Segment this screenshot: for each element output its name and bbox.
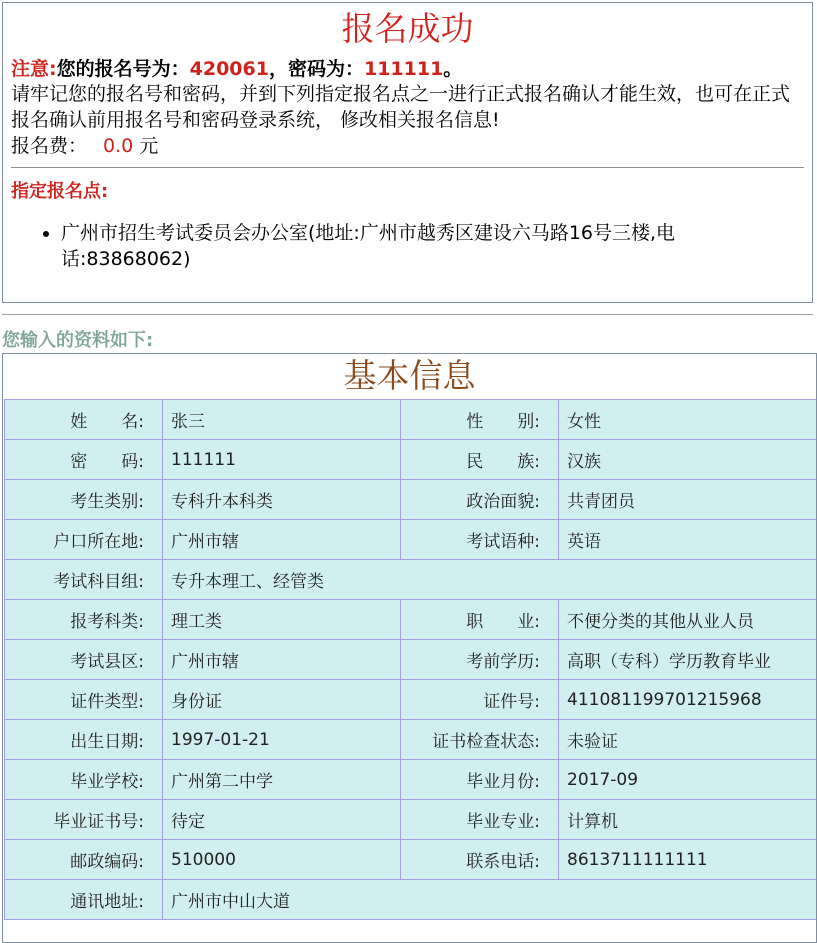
success-title: 报名成功 bbox=[341, 9, 474, 48]
basic-info-panel bbox=[2, 353, 817, 943]
notice-line bbox=[3, 57, 812, 81]
table-row bbox=[5, 680, 817, 720]
registration-success-panel bbox=[2, 2, 813, 303]
field-value: 身份证 bbox=[163, 680, 401, 720]
password-value: 111111 bbox=[363, 58, 444, 80]
designated-points-title: 指定报名点: bbox=[11, 181, 109, 202]
field-value: 广州第二中学 bbox=[163, 760, 401, 800]
table-row bbox=[5, 720, 817, 760]
field-value: 510000 bbox=[163, 840, 401, 880]
notice-prefix: 注意: bbox=[11, 58, 57, 80]
field-label: 联系电话: bbox=[401, 840, 559, 880]
table-row bbox=[5, 760, 817, 800]
field-label: 证书检查状态: bbox=[401, 720, 559, 760]
field-value: 女性 bbox=[559, 400, 817, 440]
table-row bbox=[5, 600, 817, 640]
field-label: 通讯地址: bbox=[5, 880, 163, 920]
table-row bbox=[5, 480, 817, 520]
password-label: ，密码为： bbox=[268, 58, 364, 80]
field-label: 民 族: bbox=[401, 440, 559, 480]
basic-info-title: 基本信息 bbox=[343, 356, 476, 395]
table-row bbox=[5, 640, 817, 680]
table-row bbox=[5, 880, 817, 920]
field-value: 待定 bbox=[163, 800, 401, 840]
field-value: 8613711111111 bbox=[559, 840, 817, 880]
fee-line bbox=[3, 133, 812, 159]
field-value: 不便分类的其他从业人员 bbox=[559, 600, 817, 640]
field-label: 政治面貌: bbox=[401, 480, 559, 520]
field-label: 毕业专业: bbox=[401, 800, 559, 840]
field-label: 密 码: bbox=[5, 440, 163, 480]
field-label: 考生类别: bbox=[5, 480, 163, 520]
field-label: 考试语种: bbox=[401, 520, 559, 560]
field-value: 广州市辖 bbox=[163, 520, 401, 560]
page-divider bbox=[2, 314, 813, 315]
field-label: 毕业学校: bbox=[5, 760, 163, 800]
fee-unit: 元 bbox=[139, 135, 159, 157]
field-value: 张三 bbox=[163, 400, 401, 440]
field-label: 邮政编码: bbox=[5, 840, 163, 880]
notice-end: 。 bbox=[443, 58, 463, 80]
reg-no-label: 您的报名号为： bbox=[56, 58, 190, 80]
field-value: 共青团员 bbox=[559, 480, 817, 520]
field-value: 英语 bbox=[559, 520, 817, 560]
field-label: 毕业证书号: bbox=[5, 800, 163, 840]
divider bbox=[11, 167, 804, 168]
field-label: 证件类型: bbox=[5, 680, 163, 720]
field-value: 411081199701215968 bbox=[559, 680, 817, 720]
field-label: 出生日期: bbox=[5, 720, 163, 760]
field-value: 理工类 bbox=[163, 600, 401, 640]
field-label: 报考科类: bbox=[5, 600, 163, 640]
table-row bbox=[5, 840, 817, 880]
remember-notice: 请牢记您的报名号和密码，并到下列指定报名点之一进行正式报名确认才能生效，也可在正式报名确认前用报名号和密码登录系统， 修改相关报名信息! bbox=[11, 83, 791, 131]
table-row bbox=[5, 440, 817, 480]
reg-no-value: 420061 bbox=[189, 58, 269, 80]
field-value: 111111 bbox=[163, 440, 401, 480]
field-label: 毕业月份: bbox=[401, 760, 559, 800]
field-label: 姓 名: bbox=[5, 400, 163, 440]
field-value: 广州市辖 bbox=[163, 640, 401, 680]
field-value: 广州市中山大道 bbox=[163, 880, 817, 920]
fee-value: 0.0 bbox=[103, 135, 134, 157]
field-label: 户口所在地: bbox=[5, 520, 163, 560]
table-row bbox=[5, 520, 817, 560]
field-value: 汉族 bbox=[559, 440, 817, 480]
field-label: 性 别: bbox=[401, 400, 559, 440]
designated-point-item: • 广州市招生考试委员会办公室(地址:广州市越秀区建设六马路16号三楼,电话:83868062) bbox=[61, 220, 812, 272]
field-value: 高职（专科）学历教育毕业 bbox=[559, 640, 817, 680]
field-value: 专升本理工、经管类 bbox=[163, 560, 817, 600]
field-label: 考试县区: bbox=[5, 640, 163, 680]
designated-points-list bbox=[3, 220, 812, 272]
field-label: 考前学历: bbox=[401, 640, 559, 680]
input-data-heading: 您输入的资料如下: bbox=[2, 330, 154, 351]
fee-label: 报名费： bbox=[11, 135, 88, 157]
table-row bbox=[5, 400, 817, 440]
table-row bbox=[5, 560, 817, 600]
field-label: 考试科目组: bbox=[5, 560, 163, 600]
field-value: 专科升本科类 bbox=[163, 480, 401, 520]
field-value: 计算机 bbox=[559, 800, 817, 840]
field-label: 职 业: bbox=[401, 600, 559, 640]
field-value: 1997-01-21 bbox=[163, 720, 401, 760]
field-value: 2017-09 bbox=[559, 760, 817, 800]
table-row bbox=[5, 800, 817, 840]
field-value: 未验证 bbox=[559, 720, 817, 760]
basic-info-table bbox=[4, 399, 817, 920]
field-label: 证件号: bbox=[401, 680, 559, 720]
